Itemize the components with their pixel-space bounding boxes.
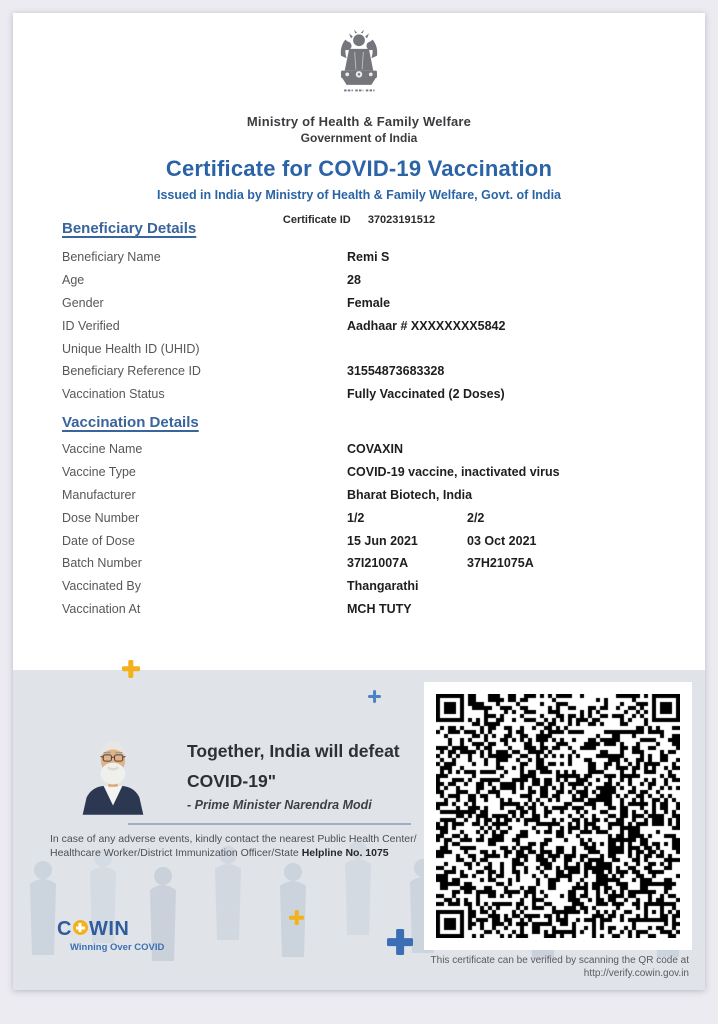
detail-value-dose2: 37H21075A <box>467 556 534 571</box>
pm-photo <box>78 720 148 824</box>
footer-panel <box>13 670 705 990</box>
detail-row <box>62 383 685 406</box>
beneficiary-details-rows <box>62 246 685 406</box>
cowin-plus-icon <box>73 920 88 935</box>
detail-label: Unique Health ID (UHID) <box>62 341 200 356</box>
certificate-title: Certificate for COVID-19 Vaccination <box>165 156 553 181</box>
verify-line1: This certificate can be verified by scanning the QR code at <box>430 955 689 966</box>
plus-decoration-gold-1 <box>122 660 140 678</box>
plus-decoration-blue-1 <box>368 690 381 703</box>
detail-row <box>62 246 685 269</box>
plus-decoration-blue-2 <box>387 929 413 955</box>
pm-quote <box>187 736 400 796</box>
verify-line2: http://verify.cowin.gov.in <box>583 967 689 979</box>
detail-value: Fully Vaccinated (2 Doses) <box>347 387 505 402</box>
detail-label: Batch Number <box>62 556 142 571</box>
pm-quote-line2: COVID-19" <box>187 771 277 791</box>
detail-row <box>62 461 685 484</box>
pm-quote-attribution: - Prime Minister Narendra Modi <box>187 798 372 812</box>
detail-label: Age <box>62 273 85 288</box>
detail-row <box>62 360 685 383</box>
detail-value: MCH TUTY <box>347 601 412 616</box>
detail-row <box>62 575 685 598</box>
detail-value: Aadhaar # XXXXXXXX5842 <box>347 318 506 333</box>
detail-value: COVAXIN <box>347 442 404 457</box>
government-name: Government of India <box>300 131 418 145</box>
detail-row <box>62 598 685 621</box>
certificate-id-value: 37023191512 <box>367 214 436 226</box>
vaccination-details-rows <box>62 438 685 620</box>
qr-code-card <box>424 682 692 950</box>
beneficiary-details-heading: Beneficiary Details <box>62 220 197 237</box>
detail-label: Vaccination At <box>62 601 141 616</box>
ministry-name: Ministry of Health & Family Welfare <box>246 114 472 129</box>
cowin-logo-c: C <box>57 918 72 940</box>
detail-row <box>62 529 685 552</box>
qr-code <box>436 694 680 938</box>
detail-label: ID Verified <box>62 318 120 333</box>
detail-label: Vaccine Type <box>62 465 136 480</box>
detail-value-dose1: 1/2 <box>347 510 365 525</box>
detail-row <box>62 484 685 507</box>
detail-value-dose1: 37I21007A <box>347 556 409 571</box>
detail-row <box>62 506 685 529</box>
detail-row <box>62 438 685 461</box>
certificate-id-label: Certificate ID <box>282 214 351 226</box>
detail-label: Vaccinated By <box>62 579 141 594</box>
quote-divider <box>128 823 411 825</box>
adverse-line1: In case of any adverse events, kindly contact the nearest Public Health Center/ <box>50 833 417 845</box>
detail-row <box>62 292 685 315</box>
cowin-logo <box>57 918 129 941</box>
detail-label: Manufacturer <box>62 487 136 502</box>
vaccination-details-heading: Vaccination Details <box>62 414 199 431</box>
detail-label: Vaccine Name <box>62 442 143 457</box>
detail-value: 28 <box>347 273 361 288</box>
detail-value: COVID-19 vaccine, inactivated virus <box>347 465 560 480</box>
detail-row <box>62 269 685 292</box>
detail-row <box>62 337 685 360</box>
detail-label: Date of Dose <box>62 533 135 548</box>
detail-value-dose2: 2/2 <box>467 510 485 525</box>
detail-value-dose2: 03 Oct 2021 <box>467 533 537 548</box>
plus-decoration-gold-2 <box>289 910 304 925</box>
verify-note <box>431 955 689 980</box>
detail-row <box>62 314 685 337</box>
detail-value: 31554873683328 <box>347 364 445 379</box>
detail-label: Beneficiary Reference ID <box>62 364 201 379</box>
detail-label: Dose Number <box>62 510 140 525</box>
detail-label: Beneficiary Name <box>62 250 161 265</box>
certificate-header <box>13 29 705 226</box>
ashoka-emblem-icon <box>328 29 390 111</box>
detail-value: Thangarathi <box>347 579 419 594</box>
detail-row <box>62 552 685 575</box>
certificate-sheet <box>13 13 705 990</box>
certificate-subtitle: Issued in India by Ministry of Health & Family Welfare, Govt. of India <box>156 188 561 202</box>
detail-value: Bharat Biotech, India <box>347 487 473 502</box>
cowin-tagline: Winning Over COVID <box>70 942 165 953</box>
adverse-line2: Healthcare Worker/District Immunization Officer/State Helpline No. 1075 <box>50 846 389 859</box>
detail-value: Remi S <box>347 250 390 265</box>
pm-quote-line1: Together, India will defeat <box>187 741 400 761</box>
detail-label: Gender <box>62 295 104 310</box>
adverse-events-note <box>50 833 417 860</box>
detail-value-dose1: 15 Jun 2021 <box>347 533 418 548</box>
cowin-logo-win: WIN <box>88 918 130 940</box>
detail-value: Female <box>347 295 391 310</box>
helpline-number: Helpline No. 1075 <box>301 846 389 859</box>
detail-label: Vaccination Status <box>62 387 165 402</box>
